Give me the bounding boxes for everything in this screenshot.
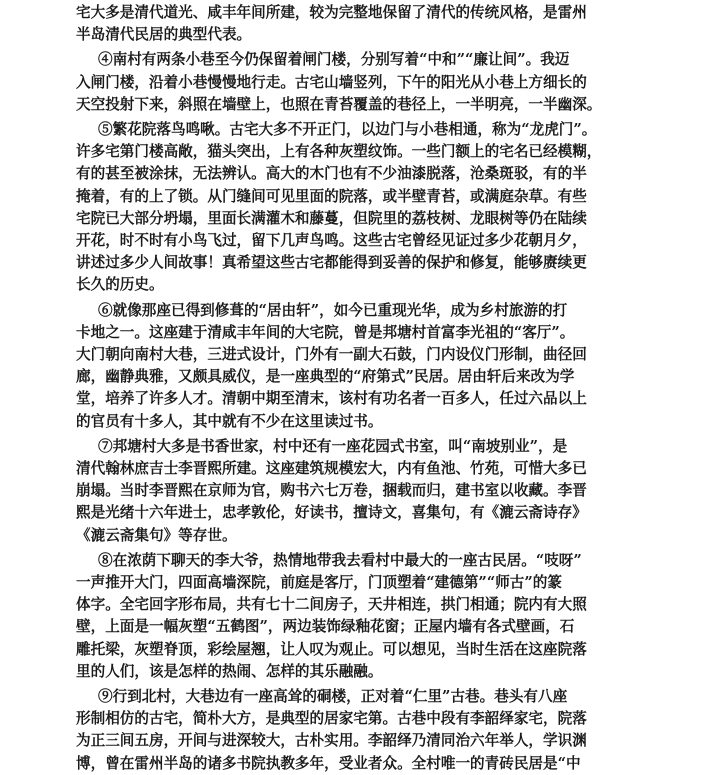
text-line: 清代翰林庶吉士李晋熙所建。这座建筑规模宏大，内有鱼池、竹苑，可惜大多已: [76, 460, 587, 477]
text-line: ⑤繁花院落鸟鸣啾。古宅大多不开正门，以边门与小巷相通，称为“龙虎门”。: [98, 121, 597, 138]
text-line: 《漉云斋集句》等存世。: [76, 526, 237, 544]
text-line: 堂，培养了许多人才。清朝中期至清末，该村有功名者一百多人，任过六品以上: [76, 390, 587, 408]
text-line: 雕托梁，灰塑脊顶，彩绘屋翘，让人叹为观止。可以想见，当时生活在这座院落: [76, 640, 587, 658]
text-line: 大门朝向南村大巷，三进式设计，门外有一副大石鼓，门内设仪门形制，曲径回: [76, 346, 587, 363]
text-line: ⑧在浓荫下聊天的李大爷，热情地带我去看村中最大的一座古民居。“吱呀”: [98, 551, 582, 569]
text-line: 体字。全宅回字形布局，共有七十二间房子，天井相连，拱门相通；院内有大照: [76, 596, 587, 614]
text-line: 天空投射下来，斜照在墙壁上，也照在青苔覆盖的巷径上，一半明亮，一半幽深。: [76, 95, 602, 113]
text-line: 有的甚至被涂抹，无法辨认。高大的木门也有不少油漆脱落，沧桑斑驳，有的半: [76, 165, 587, 183]
text-line: ⑥就像那座已得到修葺的“居由轩”，如今已重现光华，成为乡村旅游的打: [98, 301, 568, 319]
text-line: 熙是光绪十六年进士，忠孝敦伦，好读书，擅诗文，喜集句，有《漉云斋诗存》: [76, 504, 587, 522]
text-line: 卡地之一。这座建于清咸丰年间的大宅院，曾是邦塘村首富李光祖的“客厅”。: [76, 323, 575, 341]
text-line: 长久的历史。: [76, 276, 164, 294]
text-line: 开花，时不时有小鸟飞过，留下几声鸟鸣。这些古宅曾经见证过多少花朝月夕，: [76, 232, 587, 249]
text-line: 入闸门楼，沿着小巷慢慢地行走。古宅山墙竖列，下午的阳光从小巷上方细长的: [76, 73, 587, 91]
text-line: 一声推开大门，四面高墙深院，前庭是客厅，门顶塑着“建德第”“师古”的篆: [76, 574, 562, 591]
text-line: 博，曾在雷州半岛的诸多书院执教多年，受业者众。全村唯一的青砖民居是“中: [76, 754, 581, 772]
text-line: 廊，幽静典雅，又颇具威仪，是一座典型的“府第式”民居。居由轩后来改为学: [76, 368, 575, 386]
text-line: 宅院已大部分坍塌，里面长满灌木和藤蔓，但院里的荔枝树、龙眼树等仍在陆续: [76, 209, 587, 227]
text-line: 里的人们，该是怎样的热闹、怎样的其乐融融。: [76, 662, 383, 680]
text-line: 掩着，有的上了锁。从门缝间可见里面的院落，或半壁青苔，或满庭杂草。有些: [76, 187, 587, 205]
text-line: 为正三间五房，开间与进深较大，古朴实用。李韶绎乃清同治六年举人，学识渊: [76, 732, 587, 750]
text-line: 形制相仿的古宅，简朴大方，是典型的居家宅第。古巷中段有李韶绎家宅，院落: [76, 710, 587, 728]
text-line: 半岛清代民居的典型代表。: [76, 26, 252, 44]
text-line: ⑦邦塘村大多是书香世家，村中还有一座花园式书室，叫“南坡别业”，是: [98, 437, 568, 455]
text-line: ④南村有两条小巷至今仍保留着闸门楼，分别写着“中和”“廉让间”。我迈: [98, 51, 570, 69]
text-line: 许多宅第门楼高敞，猫头突出，上有各种灰塑纹饰。一些门额上的宅名已经模糊，: [76, 143, 602, 161]
text-line: 宅大多是清代道光、咸丰年间所建，较为完整地保留了清代的传统风格，是雷州: [76, 4, 587, 21]
text-line: ⑨行到北村，大巷边有一座高耸的硐楼，正对着“仁里”古巷。巷头有八座: [98, 688, 568, 705]
text-line: 的官员有十多人，其中就有不少在这里读过书。: [76, 412, 383, 430]
text-line: 讲述过多少人间故事！真希望这些古宅都能得到妥善的保护和修复，能够赓续更: [76, 254, 587, 272]
text-line: 崩塌。当时李晋熙在京师为官，购书六七万卷，捆载而归，建书室以收藏。李晋: [76, 482, 587, 500]
text-line: 壁，上面是一幅灰塑“五鹤图”，两边装饰绿釉花窗；正屋内墙有各式壁画，石: [76, 618, 575, 636]
